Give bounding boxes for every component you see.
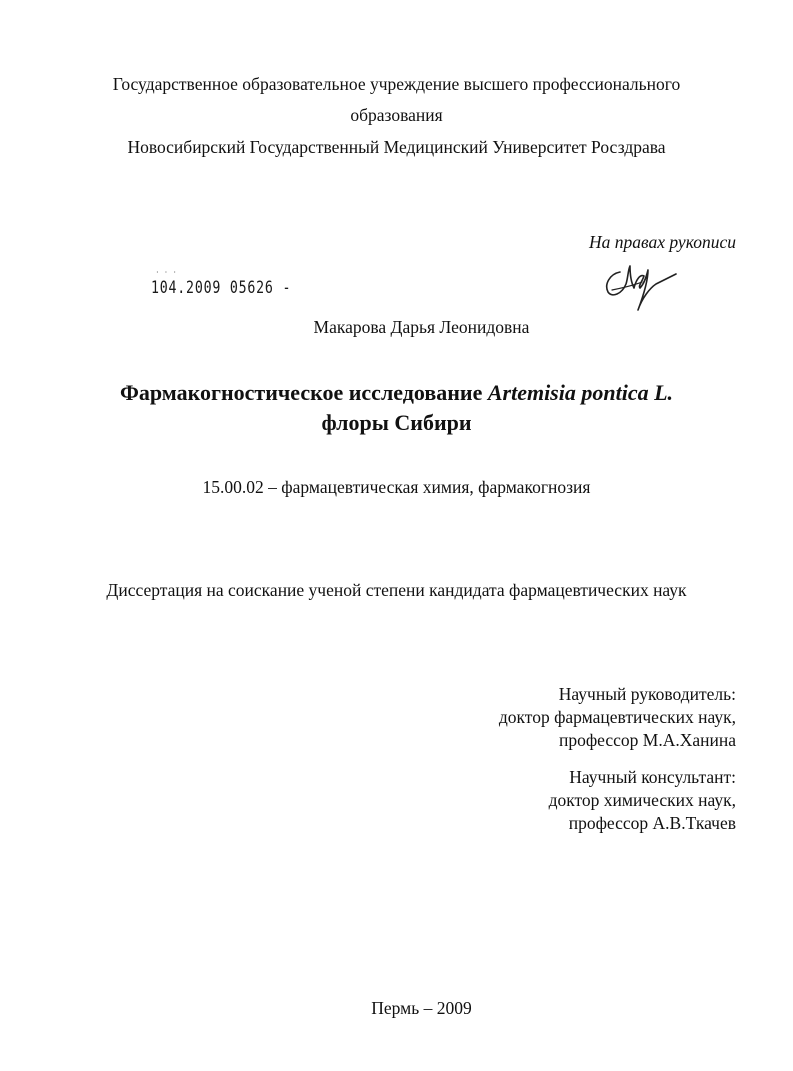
stamp-dash: - — [282, 278, 292, 298]
place-year: Пермь – 2009 — [371, 998, 472, 1018]
signature-icon — [598, 254, 678, 316]
institution-line-2: образования — [350, 105, 443, 125]
title-prefix: Фармакогностическое исследование — [119, 380, 488, 405]
consultant-degree: доктор химических наук, — [548, 790, 736, 810]
supervisor-degree: доктор фармацевтических наук, — [498, 707, 736, 727]
supervisor-role: Научный руководитель: — [558, 684, 736, 704]
title-line-1 — [0, 380, 793, 406]
supervisor-name: профессор М.А.Ханина — [558, 730, 736, 750]
title-line-2: флоры Сибири — [321, 410, 472, 435]
institution-line-1: Государственное образовательное учреждение высшего профессионального — [112, 74, 681, 94]
stamp-dots: · · · — [156, 268, 178, 277]
stamp-number: 104.2009 05626 — [151, 278, 274, 298]
consultant-name: профессор А.В.Ткачев — [568, 813, 736, 833]
institution-line-3: Новосибирский Государственный Медицинский Университет Росздрава — [127, 137, 666, 157]
degree-statement: Диссертация на соискание ученой степени кандидата фармацевтических наук — [106, 580, 687, 600]
manuscript-note: На правах рукописи — [589, 232, 736, 252]
author-name: Макарова Дарья Леонидовна — [313, 317, 530, 337]
registration-stamp — [151, 278, 291, 298]
specialty-code: 15.00.02 – фармацевтическая химия, фармакогнозия — [202, 477, 591, 497]
consultant-role: Научный консультант: — [569, 767, 736, 787]
title-species: Artemisia pontica L. — [487, 380, 674, 405]
